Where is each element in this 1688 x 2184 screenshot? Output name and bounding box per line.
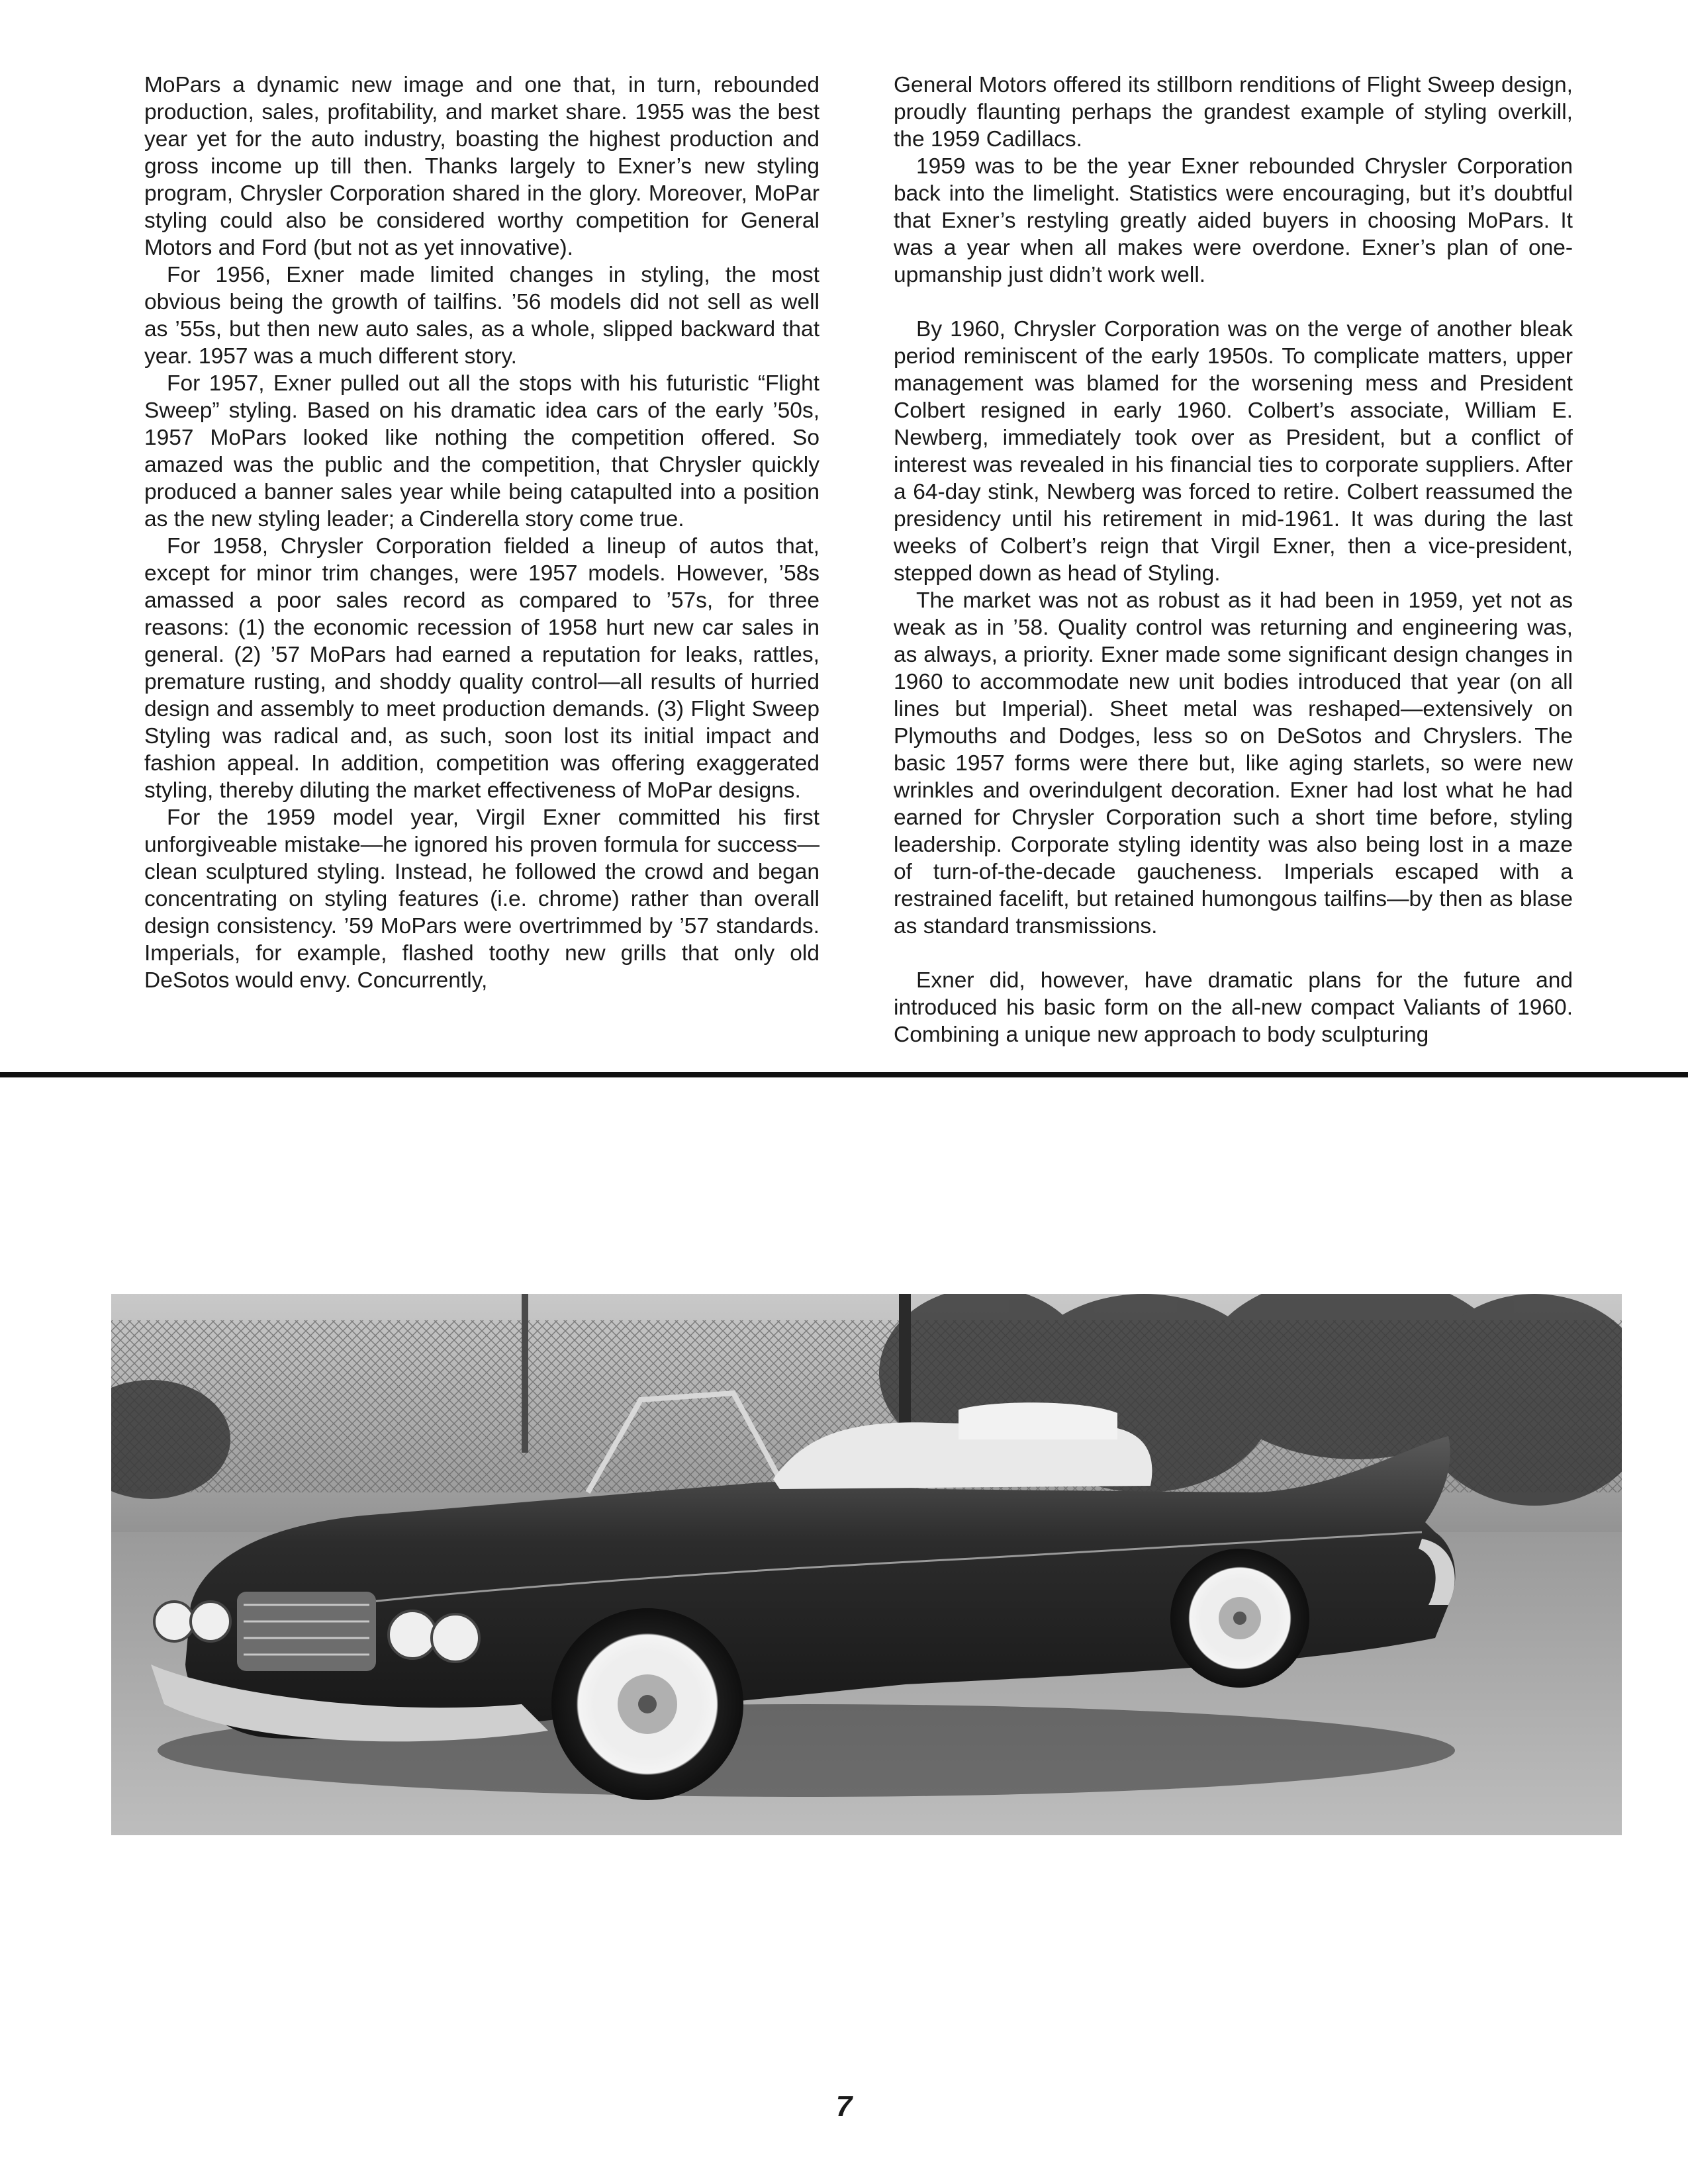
paragraph: General Motors offered its stillborn renditions of Flight Sweep design, proudly flaunting perhaps the grandest example of styling overkill, the 1959 Cadillacs.: [894, 73, 1573, 152]
paragraph: 1959 was to be the year Exner rebounded Chrysler Corporation back into the limelight. Statistics were encouraging, but it’s doubtful that Exner’s restyling greatly aided buyers in choosing MoPars. It was a year when all makes were overdone. Exner’s plan of one-upmanship just didn’t work well.: [894, 154, 1573, 287]
paragraph: For the 1959 model year, Virgil Exner committed his first unforgiveable mistake—he ignored his proven formula for success—clean sculptured styling. Instead, he followed the crowd and began concentrating on styling features (i.e. chrome) rather than overall design consistency. ’59 MoPars were overtrimmed by ’57 standards. Imperials, for example, flashed toothy new grills that only old DeSotos would envy. Concurrently,: [144, 805, 820, 993]
paragraph: For 1957, Exner pulled out all the stops with his futuristic “Flight Sweep” styling. Based on his dramatic idea cars of the early ’50s, 1957 MoPars looked like nothing the competition offered. So amazed was the public and the competition, that Chrysler quickly produced a banner sales year while being catapulted into a position as the new styling leader; a Cinderella story come true.: [144, 371, 820, 531]
section-divider: [0, 1072, 1688, 1077]
car-photo: [111, 1294, 1622, 1835]
paragraph: By 1960, Chrysler Corporation was on the verge of another bleak period reminiscent of the early 1950s. To complicate matters, upper management was blamed for the worsening mess and President Colbert resigned in early 1960. Colbert’s associate, William E. Newberg, immediately took over as President, but a conflict of interest was revealed in his financial ties to corporate suppliers. After a 64-day stink, Newberg was forced to retire. Colbert reassumed the presidency until his retirement in mid-1961. It was during the last weeks of Colbert’s reign that Virgil Exner, then a vice-president, stepped down as head of Styling.: [894, 317, 1573, 586]
paragraph: For 1956, Exner made limited changes in styling, the most obvious being the growth of tailfins. ’56 models did not sell as well as ’55s, but then new auto sales, as a whole, slipped backward that year. 1957 was a much different story.: [144, 263, 820, 369]
left-text-column: [144, 71, 820, 994]
page-number: 7: [835, 2090, 853, 2122]
paragraph: The market was not as robust as it had been in 1959, yet not as weak as in ’58. Quality control was returning and engineering was, as always, a priority. Exner made some significant design changes in 1960 to accommodate new unit bodies introduced that year (on all lines but Imperial). Sheet metal was reshaped—extensively on Plymouths and Dodges, less so on DeSotos and Chryslers. The basic 1957 forms were there but, like aging starlets, so were new wrinkles and overindulgent decoration. Exner had lost what he had earned for Chrysler Corporation such a short time before, styling leadership. Corporate styling identity was also being lost in a maze of turn-of-the-decade gaucheness. Imperials escaped with a restrained facelift, but retained humongous tailfins—by then as blase as standard transmissions.: [894, 588, 1573, 938]
paragraph: For 1958, Chrysler Corporation fielded a lineup of autos that, except for minor trim changes, were 1957 models. However, ’58s amassed a poor sales record as compared to ’57s, for three reasons: (1) the economic recession of 1958 hurt new car sales in general. (2) ’57 MoPars had earned a reputation for leaks, rattles, premature rusting, and shoddy quality control—all results of hurried design and assembly to meet production demands. (3) Flight Sweep Styling was radical and, as such, soon lost its initial impact and fashion appeal. In addition, competition was offering exaggerated styling, thereby diluting the market effectiveness of MoPar designs.: [144, 534, 820, 803]
right-text-column: [894, 71, 1573, 1048]
paragraph: Exner did, however, have dramatic plans for the future and introduced his basic form on the all-new compact Valiants of 1960. Combining a unique new approach to body sculpturing: [894, 968, 1573, 1047]
paragraph: MoPars a dynamic new image and one that, in turn, rebounded production, sales, profitability, and market share. 1955 was the best year yet for the auto industry, boasting the highest production and gross income up till then. Thanks largely to Exner’s new styling program, Chrysler Corporation shared in the glory. Moreover, MoPar styling could also be considered worthy competition for General Motors and Ford (but not as yet innovative).: [144, 73, 820, 260]
